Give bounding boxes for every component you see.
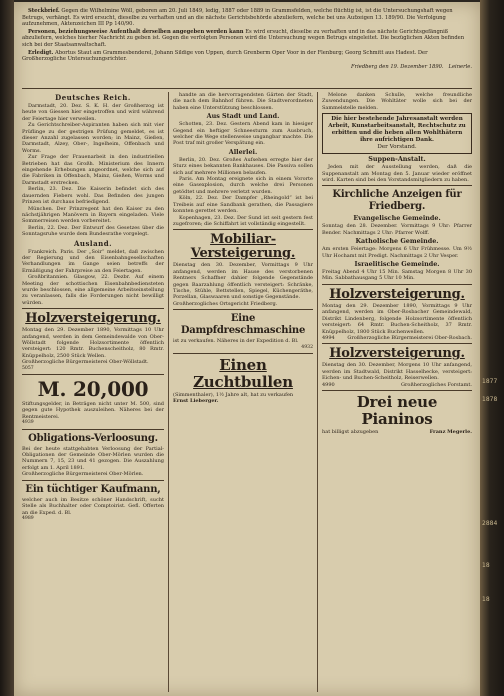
sub-heading: Evangelische Gemeinde. bbox=[353, 214, 441, 223]
ad-number: 4939 bbox=[22, 420, 34, 426]
ad-text: (Simmenthaler), 1½ Jahre alt, hat zu verkaufen bbox=[173, 391, 294, 398]
ad-title: Obligations-Verloosung. bbox=[28, 432, 158, 444]
advertisement bbox=[22, 480, 164, 523]
notice-paragraph: Personen, beziehungsweise Aufenthalt derselben angegeben werden kann Es wird ersucht, dieselbe zu verhaften und in das nächste Gerichtsgefängniß abzuliefern, welches hierher Nachricht zu geben ist. Gegen die verfolgten Personen wird die Untersuchung wegen Betrugs eingeleitet. Die bezüglichen Akten befinden sich bei der Staatsanwaltschaft. bbox=[22, 28, 465, 48]
article-paragraph: Melone danken Schulle, welche freundliche Zuwendungen. Die Wohltäter wolle sich bei der Sammelstelle melden. bbox=[322, 92, 472, 111]
article-paragraph: Schotten, 23. Dez. Gestern Abend kam in hiesiger Gegend ein heftiger Schneesturm zum Ausbruch, welcher die Wege stellenweise ungangbar machte. Die Post traf mit großer Verspätung ein. bbox=[173, 121, 313, 147]
side-number: 18 bbox=[482, 596, 490, 603]
article-paragraph: Großbritannien. Glasgow, 22. Dezbr. Auf einem Meeting der schottischen Eisenbahnbediensteten wurde beschlossen, eine allgemeine Arbeitseinstellung zu veranlassen, falls die Forderungen nicht bewilligt würden. bbox=[22, 274, 164, 306]
column-left bbox=[22, 92, 164, 522]
article-paragraph: Am ersten Feiertage: Morgens 6 Uhr Frühmesse. Um 9½ Uhr Hochamt mit Predigt. Nachmittags 2 Uhr Vesper. bbox=[322, 246, 472, 259]
ad-text: Dienstag den 30. Dezember, Morgens 10 Uhr anfangend, werden im Stadtwald, Distrikt Hasselhecke, versteigert: Eichen- und Buchen-Scheitholz, Reiserwellen. bbox=[322, 362, 472, 382]
column-divider bbox=[317, 92, 318, 692]
ad-number: 4989 bbox=[22, 515, 34, 521]
ad-number: 5057 bbox=[22, 365, 34, 371]
book-spine bbox=[0, 0, 14, 696]
advertisement bbox=[22, 374, 164, 427]
ad-text: Dienstag den 30. Dezember, Vormittags 9 Uhr anfangend, werden im Hause des verstorbenen Rentners Schaffner dahier folgende Gegenstände gegen Baarzahlung öffentlich versteigert: Schränke, Tische, Stühle, Bettstellen, Spiegel, Küchengeräthe, Porzellan, Glaswaaren und sonstige Gegenstände. bbox=[173, 262, 313, 301]
article-paragraph: Sonntag den 28. Dezember. Vormittags 9 Uhr: Pfarrer Bender. Nachmittags 2 Uhr: Pfarrer Wolff. bbox=[322, 223, 472, 236]
box-signature: Der Vorstand. bbox=[377, 144, 417, 151]
sub-heading: Katholische Gemeinde. bbox=[355, 237, 439, 246]
ad-number: 4932 bbox=[301, 344, 313, 350]
article-paragraph: handte an die hervorragendsten Gärten der Stadt, die nach dem Bahnhof führen. Die Stadtverordneten haben eine Unterstützung beschlossen. bbox=[173, 92, 313, 111]
article-paragraph: Köln, 22. Dez. Der Dampfer „Rheingold“ ist bei Treibeis auf eine Sandbank gerathen, die Passagiere konnten gerettet werden. bbox=[173, 195, 313, 215]
ad-title: Kirchliche Anzeigen für Friedberg. bbox=[332, 189, 462, 213]
advertisement bbox=[322, 284, 472, 341]
column-middle bbox=[173, 92, 313, 405]
ad-title: Holzversteigerung. bbox=[25, 311, 161, 327]
ad-signature: Großherzogliche Bürgermeisterei Ober-Rosbach. bbox=[347, 334, 472, 341]
ad-text: welcher auch im Besitze schöner Handschrift, sucht Stelle als Buchhalter oder Comptoirist. Gefl. Offerten an die Exped. d. Bl. bbox=[22, 496, 164, 516]
ad-title: Einen Zuchtbullen bbox=[193, 355, 293, 391]
article-paragraph: Kopenhagen, 23. Dez. Der Sund ist seit gestern fest zugefroren; die Schiffahrt ist vollständig eingestellt. bbox=[173, 214, 313, 227]
ad-signature: Franz Megerle. bbox=[429, 428, 472, 435]
ad-signature: Großherzogliche Bürgermeisterei Ober-Mörlen. bbox=[22, 471, 144, 478]
ad-title: M. 20,000 bbox=[37, 377, 149, 402]
column-right bbox=[322, 92, 472, 435]
page-edge bbox=[480, 0, 504, 696]
notice-paragraph: Steckbrief. Gegen die Wilhelmine Wöll, geboren am 20. Juli 1849, ledig, 1887 oder 1889 in Grammsfelden, welche flüchtig ist, ist die Untersuchungshaft wegen Betrugs, verhängt. Es wird ersucht, dieselbe zu verhaften und an die nächste Gerichtsbehörde abzuliefern, welche bei uns Aufzeigen 13. 189/90. Die Verfolgung aufzunehmen, Aktenzeichen III Pp 140/90. bbox=[22, 8, 453, 28]
ad-text: Bei der heute stattgehabten Verloosung der Partial-Obligationen der Gemeinde Ober-Mörlen wurden die Nummern 7, 15, 23 und 41 gezogen. Die Auszahlung erfolgt am 1. April 1891. bbox=[22, 445, 164, 471]
column-divider bbox=[168, 92, 169, 692]
ad-title: Holzversteigerung. bbox=[329, 286, 465, 302]
section-heading: Aus Stadt und Land. bbox=[206, 112, 280, 121]
ad-text: Montag den 29. Dezember 1890, Vormittags 9 Uhr anfangend, werden im Ober-Rosbacher Gemeindewald, Distrikt Lindenberg, folgende Holzsortimente öffentlich versteigert: 64 Rmtr. Buchen-Scheitholz, 37 Rmtr. Knüppelholz, 1800 Stück Buchenwellen. bbox=[322, 302, 472, 335]
side-number: 1877 bbox=[482, 378, 498, 385]
side-number: 18 bbox=[482, 562, 490, 569]
section-heading: Deutsches Reich. bbox=[55, 93, 131, 102]
article-paragraph: Zur Frage der Frauenarbeit in den industriellen Betrieben hat das Großh. Ministerium des Innern eingehende Erhebungen angeordnet, welche sich auf die Fabriken in Offenbach, Mainz, Gießen, Worms und Darmstadt erstrecken. bbox=[22, 154, 164, 186]
ad-signature: Großherzogliches Ortsgericht Friedberg. bbox=[173, 300, 278, 307]
newspaper-page bbox=[14, 2, 480, 696]
article-paragraph: Paris. Am Montag ereignete sich in einem Vororte eine Gasexplosion, durch welche drei Personen getödtet und mehrere verletzt wurden. bbox=[173, 176, 313, 195]
article-paragraph: Jeden mit der Ausstellung werden, daß die Suppenanstalt am Montag den 5. Januar wieder eröffnet wird. Karten sind bei den Vorstandsmitgliedern zu haben. bbox=[322, 164, 472, 184]
advertisement bbox=[322, 390, 472, 435]
article-paragraph: Frankreich. Paris. Der „Soir“ meldet, daß zwischen der Regierung und den Eisenbahngesellschaften Verhandlungen im Gange seien betreffs der Ermäßigung der Fahrpreise an den Feiertagen. bbox=[22, 248, 164, 274]
church-notices bbox=[322, 185, 472, 281]
advertisement bbox=[22, 308, 164, 372]
article-paragraph: Berlin, 22. Dez. Der Entwurf des Gesetzes über die Sonntagsruhe wurde dem Bundesrathe vorgelegt. bbox=[22, 224, 164, 238]
advertisement bbox=[173, 309, 313, 351]
sub-heading: Israelitische Gemeinde. bbox=[354, 260, 440, 269]
side-number: 1878 bbox=[482, 396, 498, 403]
ad-title: Eine Dampfdreschmaschine bbox=[180, 313, 306, 337]
ad-number: 4990 bbox=[322, 381, 335, 388]
side-number: 2884 bbox=[482, 520, 498, 527]
divider bbox=[22, 88, 472, 89]
ad-signature: Großherzogliches Forstamt. bbox=[401, 381, 472, 388]
section-heading: Allerlei. bbox=[228, 147, 258, 156]
ad-number: 4994 bbox=[322, 334, 335, 341]
article-paragraph: Berlin, 20. Dez. Großes Aufsehen erregte hier der Sturz eines bekannten Bankhauses. Die Passiva sollen sich auf mehrere Millionen belaufen. bbox=[173, 156, 313, 176]
ad-title: Ein tüchtiger Kaufmann, bbox=[25, 483, 161, 495]
ad-signature: Großherzogliche Bürgermeisterei Ober-Wöllstadt. bbox=[22, 359, 149, 366]
advertisement bbox=[173, 229, 313, 307]
boxed-notice: Die hier bestehende Jahresanstalt werden Arbeit, Kunstarbeitsanstalt, Rechtschutz zu erbitten und die heben allen Wohlthätern ihre aufrichtigen Dank. Der Vorstand. bbox=[322, 113, 472, 154]
section-heading: Suppen-Anstalt. bbox=[368, 155, 426, 164]
article-paragraph: Berlin, 23. Dez. Die Kaiserin befindet sich des dauernden Fiebers wohl. Das Befinden des jungen Prinzen ist durchaus befriedigend. bbox=[22, 186, 164, 206]
top-notices bbox=[22, 8, 472, 71]
ad-text: hat billigst abzugeben bbox=[322, 428, 379, 435]
ad-text: Stiftungsgelder, in Beträgen nicht unter M. 500, sind gegen gute Hypothek auszuleihen. Näheres bei der Rentmeisterei. bbox=[22, 401, 164, 420]
advertisement bbox=[173, 353, 313, 405]
ad-title: Drei neue Pianinos bbox=[356, 392, 438, 428]
ad-title: Holzversteigerung. bbox=[329, 346, 465, 362]
advertisement bbox=[22, 429, 164, 478]
article-paragraph: Freitag Abend 4 Uhr 15 Min. Samstag Morgen 8 Uhr 30 Min. Sabbathausgang 5 Uhr 10 Min. bbox=[322, 269, 472, 282]
article-paragraph: München. Der Prinzregent hat den Kaiser zu den nächstjährigen Manövern in Bayern eingeladen. Viele Sommerreisen werden vorbereitet. bbox=[22, 205, 164, 225]
ad-signature: Ernst Lieberger. bbox=[173, 398, 219, 405]
article-paragraph: Zu Gerichtschreiber-Aspiranten haben sich mit vier Prüflinge zu der gestrigen Prüfung gemeldet, es ist dieser Anzahl zugelassen worden; in Mainz, Gießen, Darmstadt, Alzey, Ober-, Ingelheim, Offenbach und Worms. bbox=[22, 122, 164, 154]
advertisement bbox=[322, 343, 472, 388]
ad-text: Montag den 29. Dezember 1890, Vormittags 10 Uhr anfangend, werden in dem Gemeindewalde von Ober-Wöllstadt folgende Holzsortimente öffentlich versteigert: 120 Rmtr. Buchenscheitholz, 80 Rmtr. Knüppelholz, 2500 Stück Wellen. bbox=[22, 327, 164, 359]
notice-date: Friedberg den 19. Dezember 1890. Leinerle. bbox=[351, 63, 472, 70]
notice-paragraph: Erledigt. Abortus Staut am Grammesbenderel, Johann Sildige von Uppen, durch Grenberm Oper Voor in der Flenburg; Georg Schmitt aus Hadest. Der Großherzogliche Untersuchungsrichter. bbox=[22, 49, 428, 63]
ad-text: ist zu verkaufen. Näheres in der Expedition d. Bl. bbox=[173, 338, 299, 345]
section-heading: Ausland. bbox=[73, 238, 113, 248]
article-paragraph: Darmstadt, 20. Dez. S. K. H. der Großherzog ist heute von Giessen hier eingetroffen und wird während der Feiertage hier verweilen. bbox=[22, 103, 164, 122]
ad-title: Mobiliar-Versteigerung. bbox=[190, 232, 296, 262]
